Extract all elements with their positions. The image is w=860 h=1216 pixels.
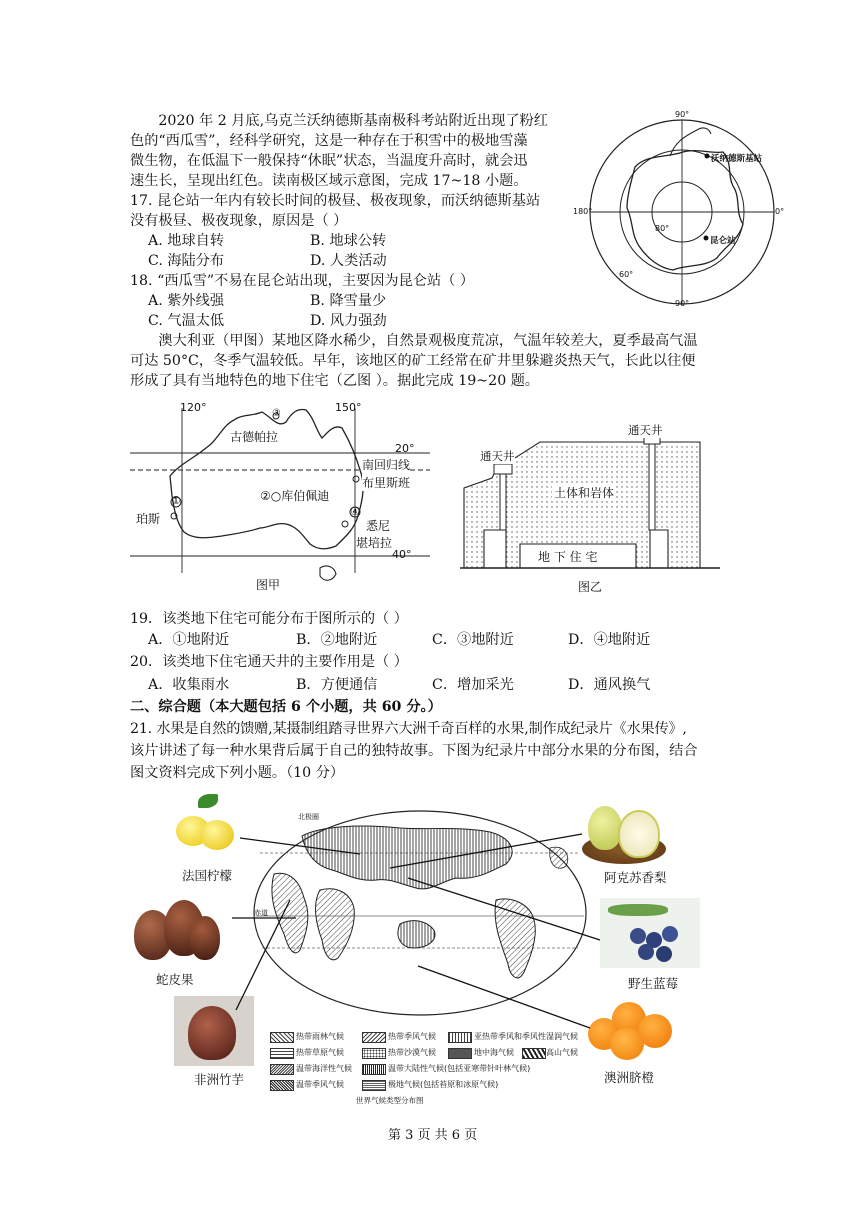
map-jia-caption: 图甲 [256, 578, 281, 592]
q20-option-a: A．收集雨水 [148, 677, 230, 693]
shaft-label-left: 通天井 [480, 449, 515, 463]
pear-label: 阿克苏香梨 [604, 870, 667, 885]
q17-stem-2: 没有极昼、极夜现象，原因是（ ） [130, 213, 348, 229]
intro2-line-1: 澳大利亚（甲图）某地区降水稀少，自然景观极度荒凉，气温年较差大，夏季最高气温 [158, 333, 698, 349]
q17-option-a: A. 地球自转 [148, 233, 225, 249]
q19-option-b: B．②地附近 [296, 632, 378, 648]
polar-label-bottom: 90° [675, 299, 690, 308]
orange-label: 澳洲脐橙 [604, 1070, 655, 1085]
page-footer: 第 3 页 共 6 页 [388, 1128, 478, 1143]
section-2-heading: 二、综合题（本大题包括 6 个小题，共 60 分。） [130, 699, 442, 715]
q20-stem: 20．该类地下住宅通天井的主要作用是（ ） [130, 654, 408, 670]
canberra-label: 堪培拉 [356, 536, 393, 550]
q21-line-3: 图文资料完成下列小题。（10 分） [130, 765, 345, 781]
legend-item: 温带季风气候 [296, 1080, 344, 1089]
kubopedi-label: ②○库伯佩迪 [260, 489, 330, 503]
tropic-label: 南回归线 [362, 458, 411, 472]
intro1-line-4: 速生长，呈现出红色。读南极区域示意图，完成 17~18 小题。 [130, 173, 528, 189]
polar-label-right: 0° [775, 207, 785, 216]
taro-label: 非洲竹芋 [194, 1072, 245, 1087]
legend-item: 温带大陆性气候(包括亚寒带针叶林气候) [388, 1064, 531, 1073]
location-3-label: ③ [272, 408, 281, 419]
intro1-line-2: 色的“西瓜雪”，经科学研究，这是一种存在于积雪中的极地雪藻 [130, 133, 528, 149]
station-vernadsky-label: 沃纳德斯基站 [711, 154, 763, 164]
q19-option-c: C．③地附近 [432, 632, 514, 648]
legend-item: 热带草原气候 [296, 1048, 344, 1057]
intro1-line-3: 微生物，在低温下一般保持“休眠”状态，当温度升高时，就会迅 [130, 153, 528, 169]
legend-item: 地中海气候 [474, 1048, 514, 1057]
lon-150-label: 150° [335, 401, 362, 414]
underground-house-label: 地 下 住 宅 [538, 550, 598, 564]
intro2-line-3: 形成了具有当地特色的地下住宅（乙图 ）。据此完成 19~20 题。 [130, 373, 540, 389]
q18-option-d: D. 风力强劲 [310, 313, 387, 329]
polar-label-top: 90° [675, 110, 690, 119]
lat-40-label: 40° [392, 548, 412, 561]
legend-item: 极地气候(包括苔原和冰原气候) [388, 1080, 499, 1089]
brisbane-label: 布里斯班 [362, 476, 411, 490]
arctic-circle-label: 北极圈 [298, 813, 319, 821]
equator-label: 赤道 [254, 909, 268, 917]
q17-option-b: B. 地球公转 [310, 233, 387, 249]
diagram-yi-caption: 图乙 [578, 580, 603, 594]
sydney-label: 悉尼 [366, 519, 391, 533]
location-1-label: ① [171, 494, 181, 507]
rock-label: 土体和岩体 [554, 486, 615, 500]
intro1-line-1: 2020 年 2 月底,乌克兰沃纳德斯基南极科考站附近出现了粉红 [158, 113, 548, 129]
shaft-label-right: 通天井 [628, 423, 663, 437]
polar-label-left: 180° [573, 207, 593, 216]
polar-label-60: 60° [619, 270, 634, 279]
legend-item: 亚热带季风和季风性湿润气候 [474, 1032, 578, 1041]
q17-option-c: C. 海陆分布 [148, 253, 225, 269]
q20-option-d: D．通风换气 [568, 677, 651, 693]
legend-item: 高山气候 [546, 1048, 578, 1057]
q21-line-1: 21. 水果是自然的馈赠,某摄制组踏寻世界六大洲千奇百样的水果,制作成纪录片《水果传》, [130, 721, 687, 737]
location-4-label: ④ [350, 505, 360, 518]
intro2-line-2: 可达 50°C，冬季气温较低。早年，该地区的矿工经常在矿井里躲避炎热天气，长此以往便 [130, 353, 696, 369]
q19-option-a: A．①地附近 [148, 632, 230, 648]
polar-label-80: 80° [655, 224, 670, 233]
legend-item: 热带沙漠气候 [388, 1048, 436, 1057]
q21-line-2: 该片讲述了每一种水果背后属于自己的独特故事。下图为纪录片中部分水果的分布图，结合 [130, 743, 698, 759]
q17-option-d: D. 人类活动 [310, 253, 387, 269]
salak-label: 蛇皮果 [156, 972, 194, 987]
perth-label: 珀斯 [136, 512, 161, 526]
q18-option-a: A. 紫外线强 [148, 293, 225, 309]
station-kunlun-label: 昆仑站 [710, 236, 736, 246]
lon-120-label: 120° [180, 401, 207, 414]
legend-item: 温带海洋性气候 [296, 1064, 352, 1073]
q18-option-b: B. 降雪量少 [310, 293, 387, 309]
climate-map-caption: 世界气候类型分布图 [356, 1096, 424, 1105]
guderpala-label: 古德帕拉 [230, 430, 279, 444]
legend-item: 热带季风气候 [388, 1032, 436, 1041]
q20-option-c: C．增加采光 [432, 677, 514, 693]
blueberry-label: 野生蓝莓 [628, 976, 679, 991]
q19-option-d: D．④地附近 [568, 632, 651, 648]
q17-stem-1: 17. 昆仑站一年内有较长时间的极昼、极夜现象，而沃纳德斯基站 [130, 193, 541, 209]
q18-option-c: C. 气温太低 [148, 313, 225, 329]
q20-option-b: B．方便通信 [296, 677, 378, 693]
lat-20-label: 20° [395, 442, 415, 455]
lemon-label: 法国柠檬 [182, 868, 233, 883]
q19-stem: 19．该类地下住宅可能分布于图所示的（ ） [130, 611, 408, 627]
q18-stem: 18. “西瓜雪”不易在昆仑站出现，主要因为昆仑站（ ） [130, 273, 475, 289]
legend-item: 热带雨林气候 [296, 1032, 344, 1041]
